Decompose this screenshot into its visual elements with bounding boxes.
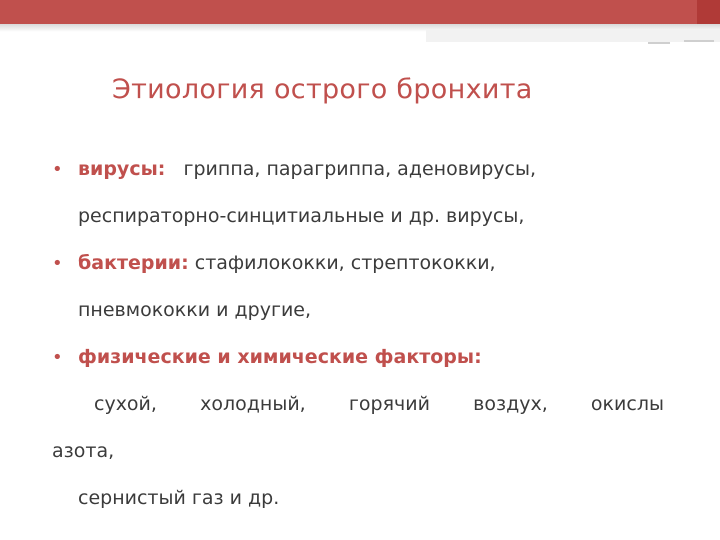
item-text: стафилококки, стрептококки,	[194, 252, 496, 274]
bullet-icon: •	[52, 253, 63, 274]
word: холодный,	[200, 393, 306, 415]
item-continuation: респираторно-синцитиальные и др. вирусы,	[78, 205, 525, 227]
decorative-strip	[426, 30, 720, 42]
item-term: вирусы:	[78, 158, 166, 180]
bullet-icon: •	[52, 347, 63, 368]
top-accent-band	[0, 0, 720, 24]
slide-title: Этиология острого бронхита	[112, 74, 533, 105]
list-item-viruses	[52, 146, 672, 193]
corner-accent	[697, 0, 720, 24]
decorative-line	[684, 40, 714, 42]
list-item-factors	[52, 334, 672, 381]
decorative-line	[648, 42, 670, 44]
item-line	[52, 346, 482, 368]
word: сухой,	[94, 393, 157, 415]
item-continuation: азота,	[52, 440, 115, 462]
bullet-icon: •	[52, 159, 63, 180]
word: окислы	[590, 393, 664, 415]
slide-content	[52, 146, 672, 522]
item-continuation: сернистый газ и др.	[78, 487, 280, 509]
item-term: бактерии:	[78, 252, 189, 274]
word: воздух,	[473, 393, 548, 415]
item-continuation: пневмококки и другие,	[78, 299, 312, 321]
list-item-bacteria	[52, 240, 672, 287]
item-line	[52, 158, 536, 180]
item-text: гриппа, парагриппа, аденовирусы,	[183, 158, 537, 180]
word: горячий	[348, 393, 430, 415]
item-term: физические и химические факторы:	[78, 346, 482, 368]
item-justified-line	[52, 381, 664, 428]
item-line	[52, 252, 496, 274]
